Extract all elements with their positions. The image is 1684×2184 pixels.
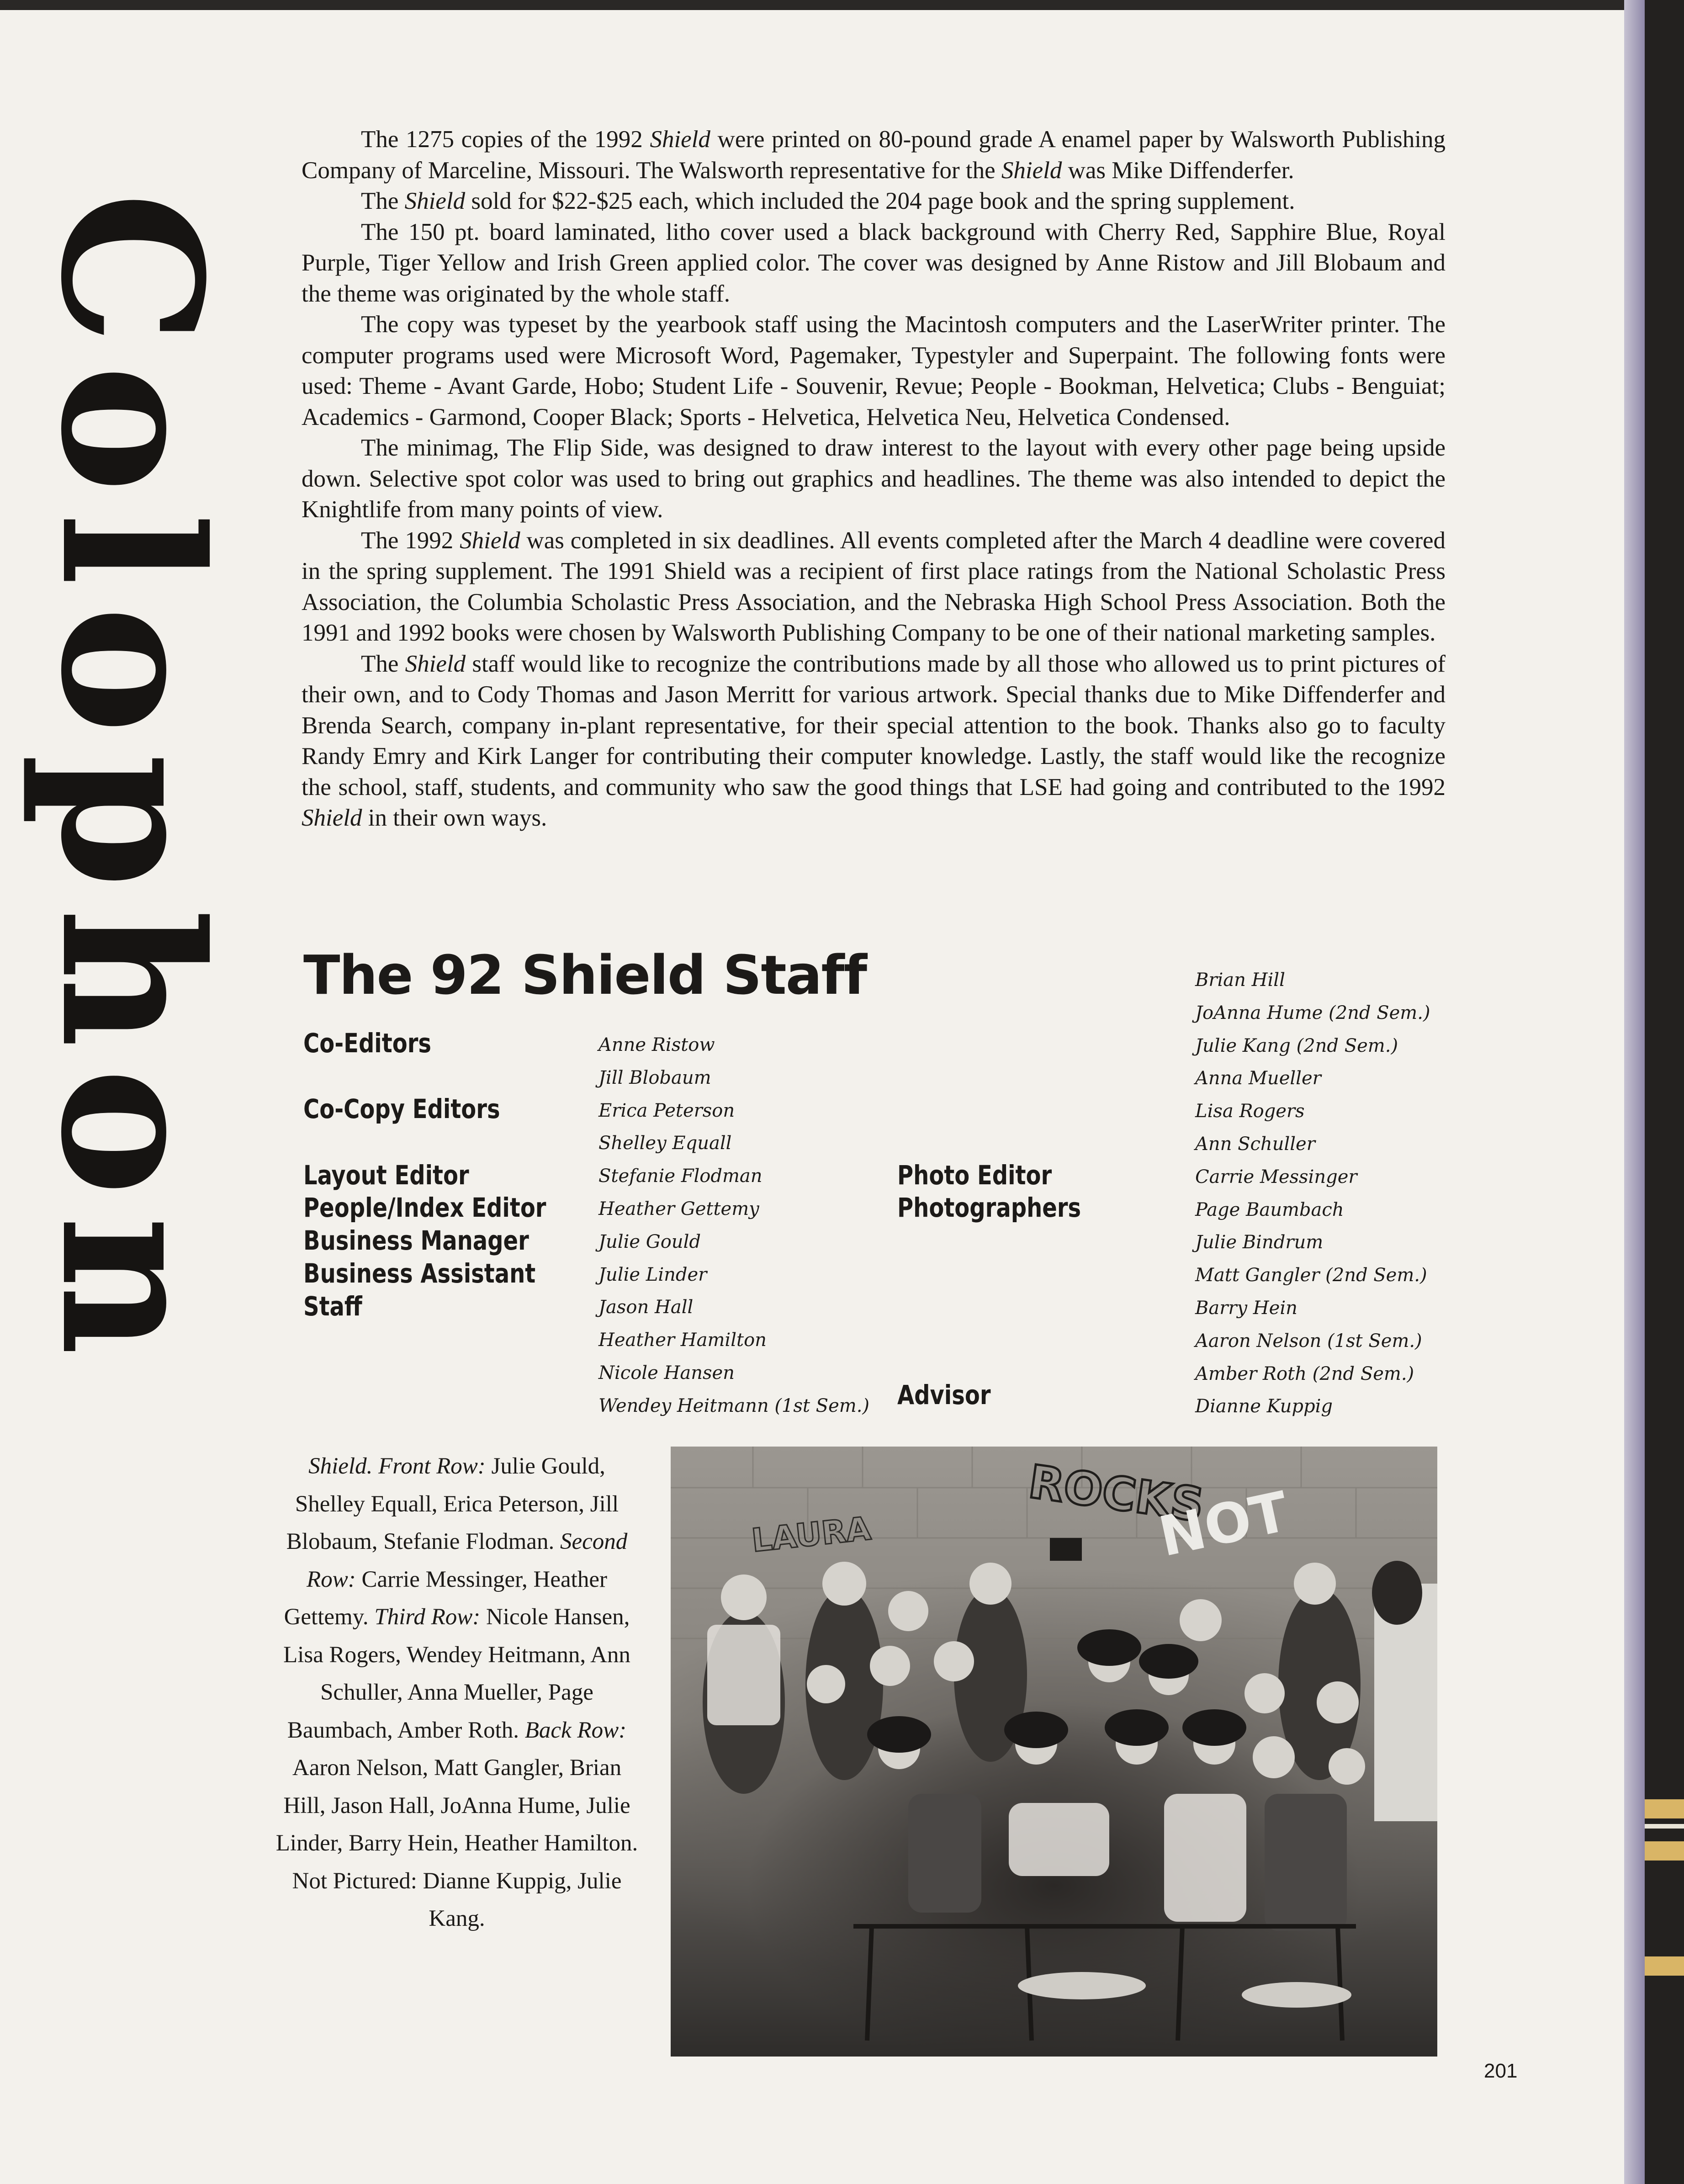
staff-name: Heather Hamilton [598,1330,767,1351]
page-number: 201 [1484,2060,1518,2082]
body-paragraph: The 150 pt. board laminated, litho cover used a black background with Cherry Red, Sapphire Blue, Royal Purple, Tiger Yellow and Irish Green applied color. The cover was designed by Anne Ristow and Jill Blobaum and the theme was originated by the whole staff. [302,218,1446,307]
role-co-copy-editors: Co-Copy Editors [303,1093,500,1124]
body-paragraph: The 1275 copies of the 1992 Shield were printed on 80-pound grade A enamel paper by Walsworth Publishing Company of Marceline, Missouri. The Walsworth representative for the Shield was Mike Diffenderfer. [302,126,1446,184]
staff-name: Julie Bindrum [1195,1232,1324,1253]
spine-tab [1645,1956,1684,1976]
staff-name: JoAnna Hume (2nd Sem.) [1195,1002,1430,1023]
spine-tab [1645,1799,1684,1818]
role-layout-editor: Layout Editor [303,1160,469,1191]
staff-name: Wendey Heitmann (1st Sem.) [598,1395,870,1416]
staff-name: Julie Linder [598,1264,707,1285]
role-business-manager: Business Manager [303,1225,529,1256]
staff-name: Page Baumbach [1195,1199,1344,1220]
staff-name: Lisa Rogers [1195,1101,1305,1122]
staff-heading: The 92 Shield Staff [303,944,867,1007]
staff-name: Matt Gangler (2nd Sem.) [1195,1265,1427,1286]
body-paragraph: The Shield sold for $22-$25 each, which included the 204 page book and the spring supplement. [361,188,1295,214]
body-paragraph: The 1992 Shield was completed in six deadlines. All events completed after the March 4 deadline were covered in the spring supplement. The 1991 Shield was a recipient of first place ratings from the National Scholastic Press Association, the Columbia Scholastic Press Association, and the Nebraska High School Press Association. Both the 1991 and 1992 books were chosen by Walsworth Publishing Company to be one of their national marketing samples. [302,527,1446,646]
staff-names-column-2 [1195,964,1430,1423]
body-paragraph: The Shield staff would like to recognize the contributions made by all those who allowed us to print pictures of their own, and to Cody Thomas and Jason Merritt for various artwork. Special thanks due to Mike Diffenderfer and Brenda Search, company in-plant representative, for their special attention to the book. Thanks also go to faculty Randy Emry and Kirk Langer for contributing their computer knowledge. Lastly, the staff would like the recognize the school, staff, students, and community who saw the good things that LSE had going and contributed to the 1992 Shield in their own ways. [302,650,1446,831]
staff-name: Shelley Equall [598,1133,732,1154]
staff-group-photo [671,1447,1437,2057]
photo-illustration [671,1447,1437,2057]
role-people-index-editor: People/Index Editor [303,1192,546,1223]
staff-name: Anne Ristow [598,1034,715,1055]
staff-name: Nicole Hansen [598,1362,735,1384]
body-paragraph: The copy was typeset by the yearbook staff using the Macintosh computers and the LaserWriter printer. The computer programs used were Microsoft Word, Pagemaker, Typestyler and Superpaint. The following fonts were used: Theme - Avant Garde, Hobo; Student Life - Souvenir, Revue; People - Bookman, Helvetica; Clubs - Benguiat; Academics - Garmond, Cooper Black; Sports - Helvetica, Helvetica Neu, Helvetica Condensed. [302,311,1446,430]
role-staff: Staff [303,1291,362,1322]
staff-name: Carrie Messinger [1195,1166,1357,1187]
spine-line [1645,1824,1684,1829]
page-edge [1624,0,1645,2184]
role-co-editors: Co-Editors [303,1028,431,1059]
body-text [302,124,1446,834]
staff-name: Anna Mueller [1195,1068,1321,1089]
photo-caption: Shield. Front Row: Julie Gould, Shelley Equall, Erica Peterson, Jill Blobaum, Stefanie Flodman. Second Row: Carrie Messinger, Heather Gettemy. Third Row: Nicole Hansen, Lisa Rogers, Wendey Heitmann, Ann Schuller, Anna Mueller, Page Baumbach, Amber Roth. Back Row: Aaron Nelson, Matt Gangler, Brian Hill, Jason Hall, JoAnna Hume, Julie Linder, Barry Hein, Heather Hamilton. Not Pictured: Dianne Kuppig, Julie Kang. [275,1453,638,1931]
staff-name: Dianne Kuppig [1195,1396,1333,1417]
staff-name: Jason Hall [598,1297,694,1318]
staff-name: Brian Hill [1195,970,1285,991]
staff-name: Jill Blobaum [598,1067,711,1088]
staff-name: Aaron Nelson (1st Sem.) [1195,1330,1422,1352]
colophon-title: Colophon [18,192,244,1376]
role-photographers: Photographers [897,1192,1081,1223]
body-paragraph: The minimag, The Flip Side, was designed to draw interest to the layout with every other page being upside down. Selective spot color was used to bring out graphics and headlines. The theme was also intended to depict the Knightlife from many points of view. [302,435,1446,523]
staff-name: Ann Schuller [1195,1133,1315,1155]
spine-tab [1645,1841,1684,1861]
staff-name: Julie Gould [598,1231,701,1252]
page-top-edge [0,0,1626,10]
graffiti-laura: LAURA [750,1510,873,1559]
role-photo-editor: Photo Editor [897,1160,1052,1191]
graffiti-not: NOT [1154,1480,1294,1569]
role-advisor: Advisor [897,1379,991,1410]
staff-name: Amber Roth (2nd Sem.) [1195,1363,1414,1384]
staff-name: Barry Hein [1195,1297,1297,1319]
staff-name: Heather Gettemy [598,1198,759,1219]
graffiti-rocks: ROCKS [1025,1454,1207,1532]
staff-name: Erica Peterson [598,1100,735,1121]
role-business-assistant: Business Assistant [303,1258,536,1289]
staff-name: Stefanie Flodman [598,1166,763,1187]
staff-names-column-1 [598,1029,869,1423]
staff-name: Julie Kang (2nd Sem.) [1195,1035,1398,1056]
